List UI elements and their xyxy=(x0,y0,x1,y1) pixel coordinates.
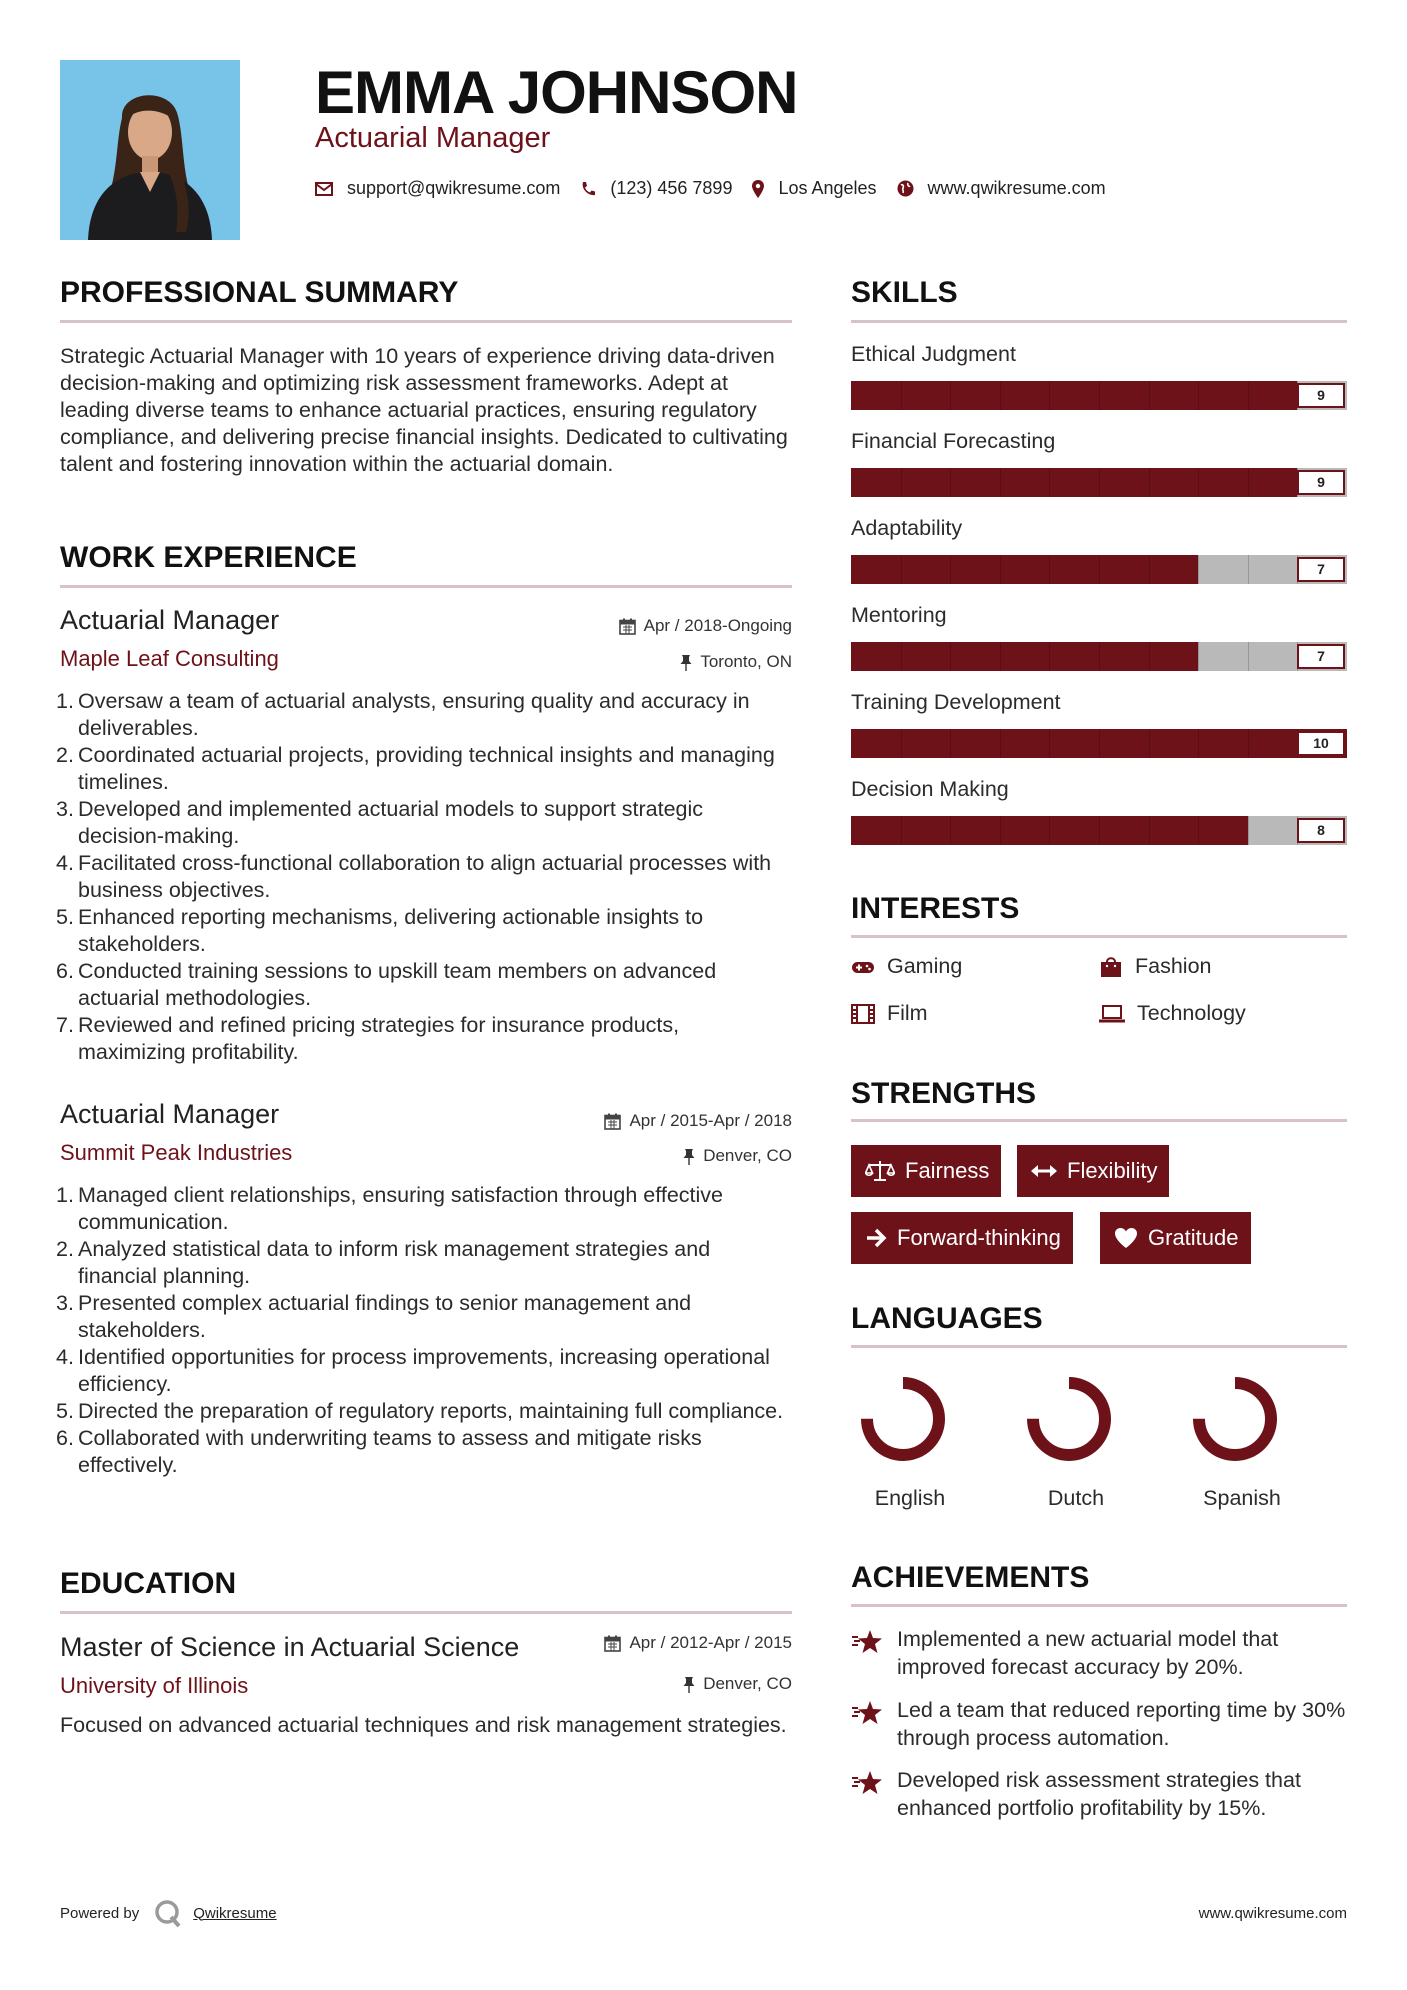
skill-bar-segment xyxy=(1000,468,1001,497)
website-text: www.qwikresume.com xyxy=(927,178,1106,198)
skill-score: 9 xyxy=(1297,383,1345,408)
skill-bar xyxy=(851,816,1347,845)
phone-text: (123) 456 7899 xyxy=(610,178,733,198)
email-text: support@qwikresume.com xyxy=(347,178,561,198)
school-name: University of Illinois xyxy=(60,1673,249,1698)
skill-bar-segment xyxy=(901,555,902,584)
summary-rule xyxy=(60,320,792,323)
strength-badge xyxy=(1017,1145,1169,1197)
list-item: 1. Oversaw a team of actuarial analysts, ensuring quality and accuracy in deliverables. xyxy=(56,689,750,740)
skill-bar-segment xyxy=(1248,381,1249,410)
skill-bar-segment xyxy=(950,468,951,497)
job-location-text: Toronto, ON xyxy=(700,652,792,671)
skill-bar-segment xyxy=(1000,642,1001,671)
skill-bar-segment xyxy=(950,729,951,758)
skill-bar-fill xyxy=(851,468,1297,497)
qwikresume-link[interactable]: Qwikresume xyxy=(193,1904,277,1922)
interest-label: Gaming xyxy=(887,954,963,978)
education-location-text: Denver, CO xyxy=(703,1674,792,1693)
job-bullets xyxy=(56,688,792,1066)
education-dates-text: Apr / 2012-Apr / 2015 xyxy=(629,1633,792,1652)
skill-label: Mentoring xyxy=(851,603,947,627)
skill-bar xyxy=(851,381,1347,410)
job-location xyxy=(680,652,792,672)
list-item: 2. Analyzed statistical data to inform risk management strategies and financial planning. xyxy=(56,1237,711,1288)
powered-by-text: Powered by xyxy=(60,1904,140,1922)
education-heading: EDUCATION xyxy=(60,1567,237,1600)
star-icon xyxy=(851,1629,883,1655)
contact-bar xyxy=(315,178,1126,199)
skill-bar-segment xyxy=(1198,468,1199,497)
pushpin-icon xyxy=(680,654,692,671)
achievements-rule xyxy=(851,1604,1347,1607)
skill-bar-segment xyxy=(1248,468,1249,497)
skill-bar-segment xyxy=(901,816,902,845)
interests-heading: INTERESTS xyxy=(851,892,1020,925)
skill-bar-segment xyxy=(1099,729,1100,758)
job-bullets xyxy=(56,1182,792,1479)
skill-bar-segment xyxy=(950,642,951,671)
skill-bar-segment xyxy=(1149,381,1150,410)
heart-icon xyxy=(1114,1227,1138,1249)
qwikresume-logo-icon xyxy=(153,1898,183,1928)
pushpin-icon xyxy=(683,1148,695,1165)
skill-bar-segment xyxy=(1198,642,1199,671)
language-ring xyxy=(1019,1369,1119,1469)
contact-location xyxy=(752,178,876,199)
skill-bar-segment xyxy=(1000,729,1001,758)
skill-bar-segment xyxy=(1049,816,1050,845)
strength-badge xyxy=(851,1145,1001,1197)
list-item: 6. Collaborated with underwriting teams to assess and mitigate risks effectively. xyxy=(56,1426,702,1477)
contact-phone[interactable] xyxy=(580,178,732,199)
profile-photo xyxy=(60,60,240,240)
skill-bar-segment xyxy=(901,729,902,758)
achievement-text: Implemented a new actuarial model that improved forecast accuracy by 20%. xyxy=(897,1627,1279,1679)
achievement-item xyxy=(851,1696,1347,1752)
skill-bar-segment xyxy=(950,381,951,410)
list-item: 3. Developed and implemented actuarial models to support strategic decision-making. xyxy=(56,797,704,848)
skill-bar xyxy=(851,642,1347,671)
interest-gaming xyxy=(851,954,962,979)
skill-bar-segment xyxy=(1000,816,1001,845)
skill-bar-segment xyxy=(950,816,951,845)
footer-url[interactable]: www.qwikresume.com xyxy=(1198,1905,1347,1922)
calendar-icon xyxy=(604,1113,621,1130)
skill-bar xyxy=(851,729,1347,758)
job-dates-text: Apr / 2015-Apr / 2018 xyxy=(629,1111,792,1130)
interest-label: Film xyxy=(887,1001,928,1025)
languages-heading: LANGUAGES xyxy=(851,1302,1043,1335)
job-location-text: Denver, CO xyxy=(703,1146,792,1165)
gamepad-icon xyxy=(851,959,875,975)
skill-score: 8 xyxy=(1297,818,1345,843)
language-label: English xyxy=(874,1486,946,1510)
skill-bar-segment xyxy=(1099,381,1100,410)
job-company: Maple Leaf Consulting xyxy=(60,646,279,671)
skill-label: Decision Making xyxy=(851,777,1009,801)
skill-bar-segment xyxy=(901,468,902,497)
achievement-text: Led a team that reduced reporting time by 30% through process automation. xyxy=(897,1698,1346,1750)
interest-label: Fashion xyxy=(1135,954,1212,978)
skill-bar xyxy=(851,555,1347,584)
strengths-rule xyxy=(851,1119,1347,1122)
language-ring xyxy=(1185,1369,1285,1469)
skill-bar-segment xyxy=(1149,642,1150,671)
interest-fashion xyxy=(1099,954,1212,979)
interest-label: Technology xyxy=(1137,1001,1246,1025)
skill-bar-fill xyxy=(851,555,1198,584)
education-location xyxy=(683,1674,792,1694)
skill-bar-segment xyxy=(1248,555,1249,584)
job-dates-text: Apr / 2018-Ongoing xyxy=(643,616,792,635)
job-company: Summit Peak Industries xyxy=(60,1140,293,1165)
skill-bar-fill xyxy=(851,381,1297,410)
skill-label: Adaptability xyxy=(851,516,963,540)
skill-bar-segment xyxy=(901,381,902,410)
globe-icon xyxy=(897,180,914,197)
phone-icon xyxy=(580,181,596,197)
skill-bar-segment xyxy=(1198,729,1199,758)
skill-bar-segment xyxy=(1049,381,1050,410)
skills-rule xyxy=(851,320,1347,323)
job-title: Actuarial Manager xyxy=(60,605,280,635)
interest-film xyxy=(851,1001,928,1026)
balance-scale-icon xyxy=(865,1159,895,1183)
skill-score: 7 xyxy=(1297,644,1345,669)
language-label: Spanish xyxy=(1203,1486,1281,1510)
list-item: 4. Facilitated cross-functional collaboration to align actuarial processes with business objectives. xyxy=(56,851,772,902)
star-icon xyxy=(851,1770,883,1796)
achievement-text: Developed risk assessment strategies that enhanced portfolio profitability by 15%. xyxy=(897,1768,1301,1820)
job-dates xyxy=(604,1111,792,1131)
contact-email[interactable] xyxy=(315,178,560,199)
job-dates xyxy=(619,616,792,636)
skill-bar-fill xyxy=(851,642,1198,671)
candidate-title: Actuarial Manager xyxy=(315,122,551,154)
location-text: Los Angeles xyxy=(778,178,877,198)
skill-bar-segment xyxy=(1099,468,1100,497)
job-title: Actuarial Manager xyxy=(60,1099,280,1129)
strength-label: Fairness xyxy=(905,1158,990,1183)
skill-bar-segment xyxy=(1149,816,1150,845)
skill-bar-segment xyxy=(1198,555,1199,584)
skill-bar-segment xyxy=(1049,555,1050,584)
interests-rule xyxy=(851,935,1347,938)
list-item: 2. Coordinated actuarial projects, providing technical insights and managing timelines. xyxy=(56,743,775,794)
footer-branding xyxy=(60,1898,277,1928)
skill-score: 7 xyxy=(1297,557,1345,582)
education-dates xyxy=(604,1633,792,1653)
skill-bar-segment xyxy=(1149,555,1150,584)
degree-title: Master of Science in Actuarial Science xyxy=(60,1632,520,1662)
skill-bar-segment xyxy=(1099,816,1100,845)
strength-badge xyxy=(1100,1212,1251,1264)
strength-label: Gratitude xyxy=(1148,1225,1239,1250)
skill-bar-segment xyxy=(950,555,951,584)
list-item: 5. Enhanced reporting mechanisms, delivering actionable insights to stakeholders. xyxy=(56,905,704,956)
skill-bar-segment xyxy=(1099,642,1100,671)
work-heading: WORK EXPERIENCE xyxy=(60,541,357,574)
skill-bar xyxy=(851,468,1347,497)
list-item: 5. Directed the preparation of regulatory reports, maintaining full compliance. xyxy=(56,1399,784,1423)
calendar-icon xyxy=(619,618,636,635)
languages-rule xyxy=(851,1345,1347,1348)
achievement-item xyxy=(851,1625,1347,1681)
strength-label: Forward-thinking xyxy=(897,1225,1061,1250)
skill-bar-segment xyxy=(1248,729,1249,758)
star-icon xyxy=(851,1700,883,1726)
pushpin-icon xyxy=(683,1676,695,1693)
skill-score: 9 xyxy=(1297,470,1345,495)
skill-bar-segment xyxy=(1049,468,1050,497)
skill-bar-segment xyxy=(1198,381,1199,410)
list-item: 4. Identified opportunities for process improvements, increasing operational efficiency. xyxy=(56,1345,770,1396)
contact-website[interactable] xyxy=(897,178,1106,199)
achievement-item xyxy=(851,1766,1347,1822)
job-location xyxy=(683,1146,792,1166)
list-item: 1. Managed client relationships, ensuring satisfaction through effective communication. xyxy=(56,1183,723,1234)
skill-label: Training Development xyxy=(851,690,1061,714)
skill-bar-segment xyxy=(1049,642,1050,671)
map-pin-icon xyxy=(752,180,764,198)
list-item: 7. Reviewed and refined pricing strategies for insurance products, maximizing profitability. xyxy=(56,1013,680,1064)
film-icon xyxy=(851,1004,875,1024)
interest-technology xyxy=(1099,1001,1246,1026)
achievements-heading: ACHIEVEMENTS xyxy=(851,1561,1090,1594)
skill-bar-segment xyxy=(1248,816,1249,845)
skill-bar-segment xyxy=(1049,729,1050,758)
candidate-name: EMMA JOHNSON xyxy=(315,59,798,126)
envelope-icon xyxy=(315,182,333,196)
education-description: Focused on advanced actuarial techniques and risk management strategies. xyxy=(60,1713,787,1737)
skill-bar-segment xyxy=(1000,381,1001,410)
skill-label: Ethical Judgment xyxy=(851,342,1016,366)
skill-bar-segment xyxy=(1149,729,1150,758)
arrow-right-icon xyxy=(865,1228,887,1248)
skill-bar-segment xyxy=(1149,468,1150,497)
skill-bar-segment xyxy=(1198,816,1199,845)
arrows-horizontal-icon xyxy=(1031,1164,1057,1178)
strength-badge xyxy=(851,1212,1073,1264)
skill-bar-segment xyxy=(1248,642,1249,671)
work-rule xyxy=(60,585,792,588)
language-ring xyxy=(853,1369,953,1469)
skill-bar-segment xyxy=(901,642,902,671)
calendar-icon xyxy=(604,1635,621,1652)
education-rule xyxy=(60,1611,792,1614)
strength-label: Flexibility xyxy=(1067,1158,1158,1183)
language-label: Dutch xyxy=(1047,1486,1105,1510)
list-item: 3. Presented complex actuarial findings to senior management and stakeholders. xyxy=(56,1291,692,1342)
skill-score: 10 xyxy=(1297,731,1345,756)
summary-heading: PROFESSIONAL SUMMARY xyxy=(60,276,459,309)
summary-text: Strategic Actuarial Manager with 10 years of experience driving data-driven decision-making and optimizing risk assessment frameworks. Adept at leading diverse teams to enhance actuarial practices, ensuring regulatory compliance, and delivering precise financial insights. Dedicated to cultivating talent and fostering innovation within the actuarial domain. xyxy=(60,344,788,476)
skill-bar-segment xyxy=(1000,555,1001,584)
skill-bar-segment xyxy=(1099,555,1100,584)
strengths-heading: STRENGTHS xyxy=(851,1077,1037,1110)
skill-label: Financial Forecasting xyxy=(851,429,1056,453)
shopping-bag-icon xyxy=(1099,956,1123,978)
laptop-icon xyxy=(1099,1005,1125,1023)
skills-heading: SKILLS xyxy=(851,276,958,309)
list-item: 6. Conducted training sessions to upskill team members on advanced actuarial methodologies. xyxy=(56,959,717,1010)
